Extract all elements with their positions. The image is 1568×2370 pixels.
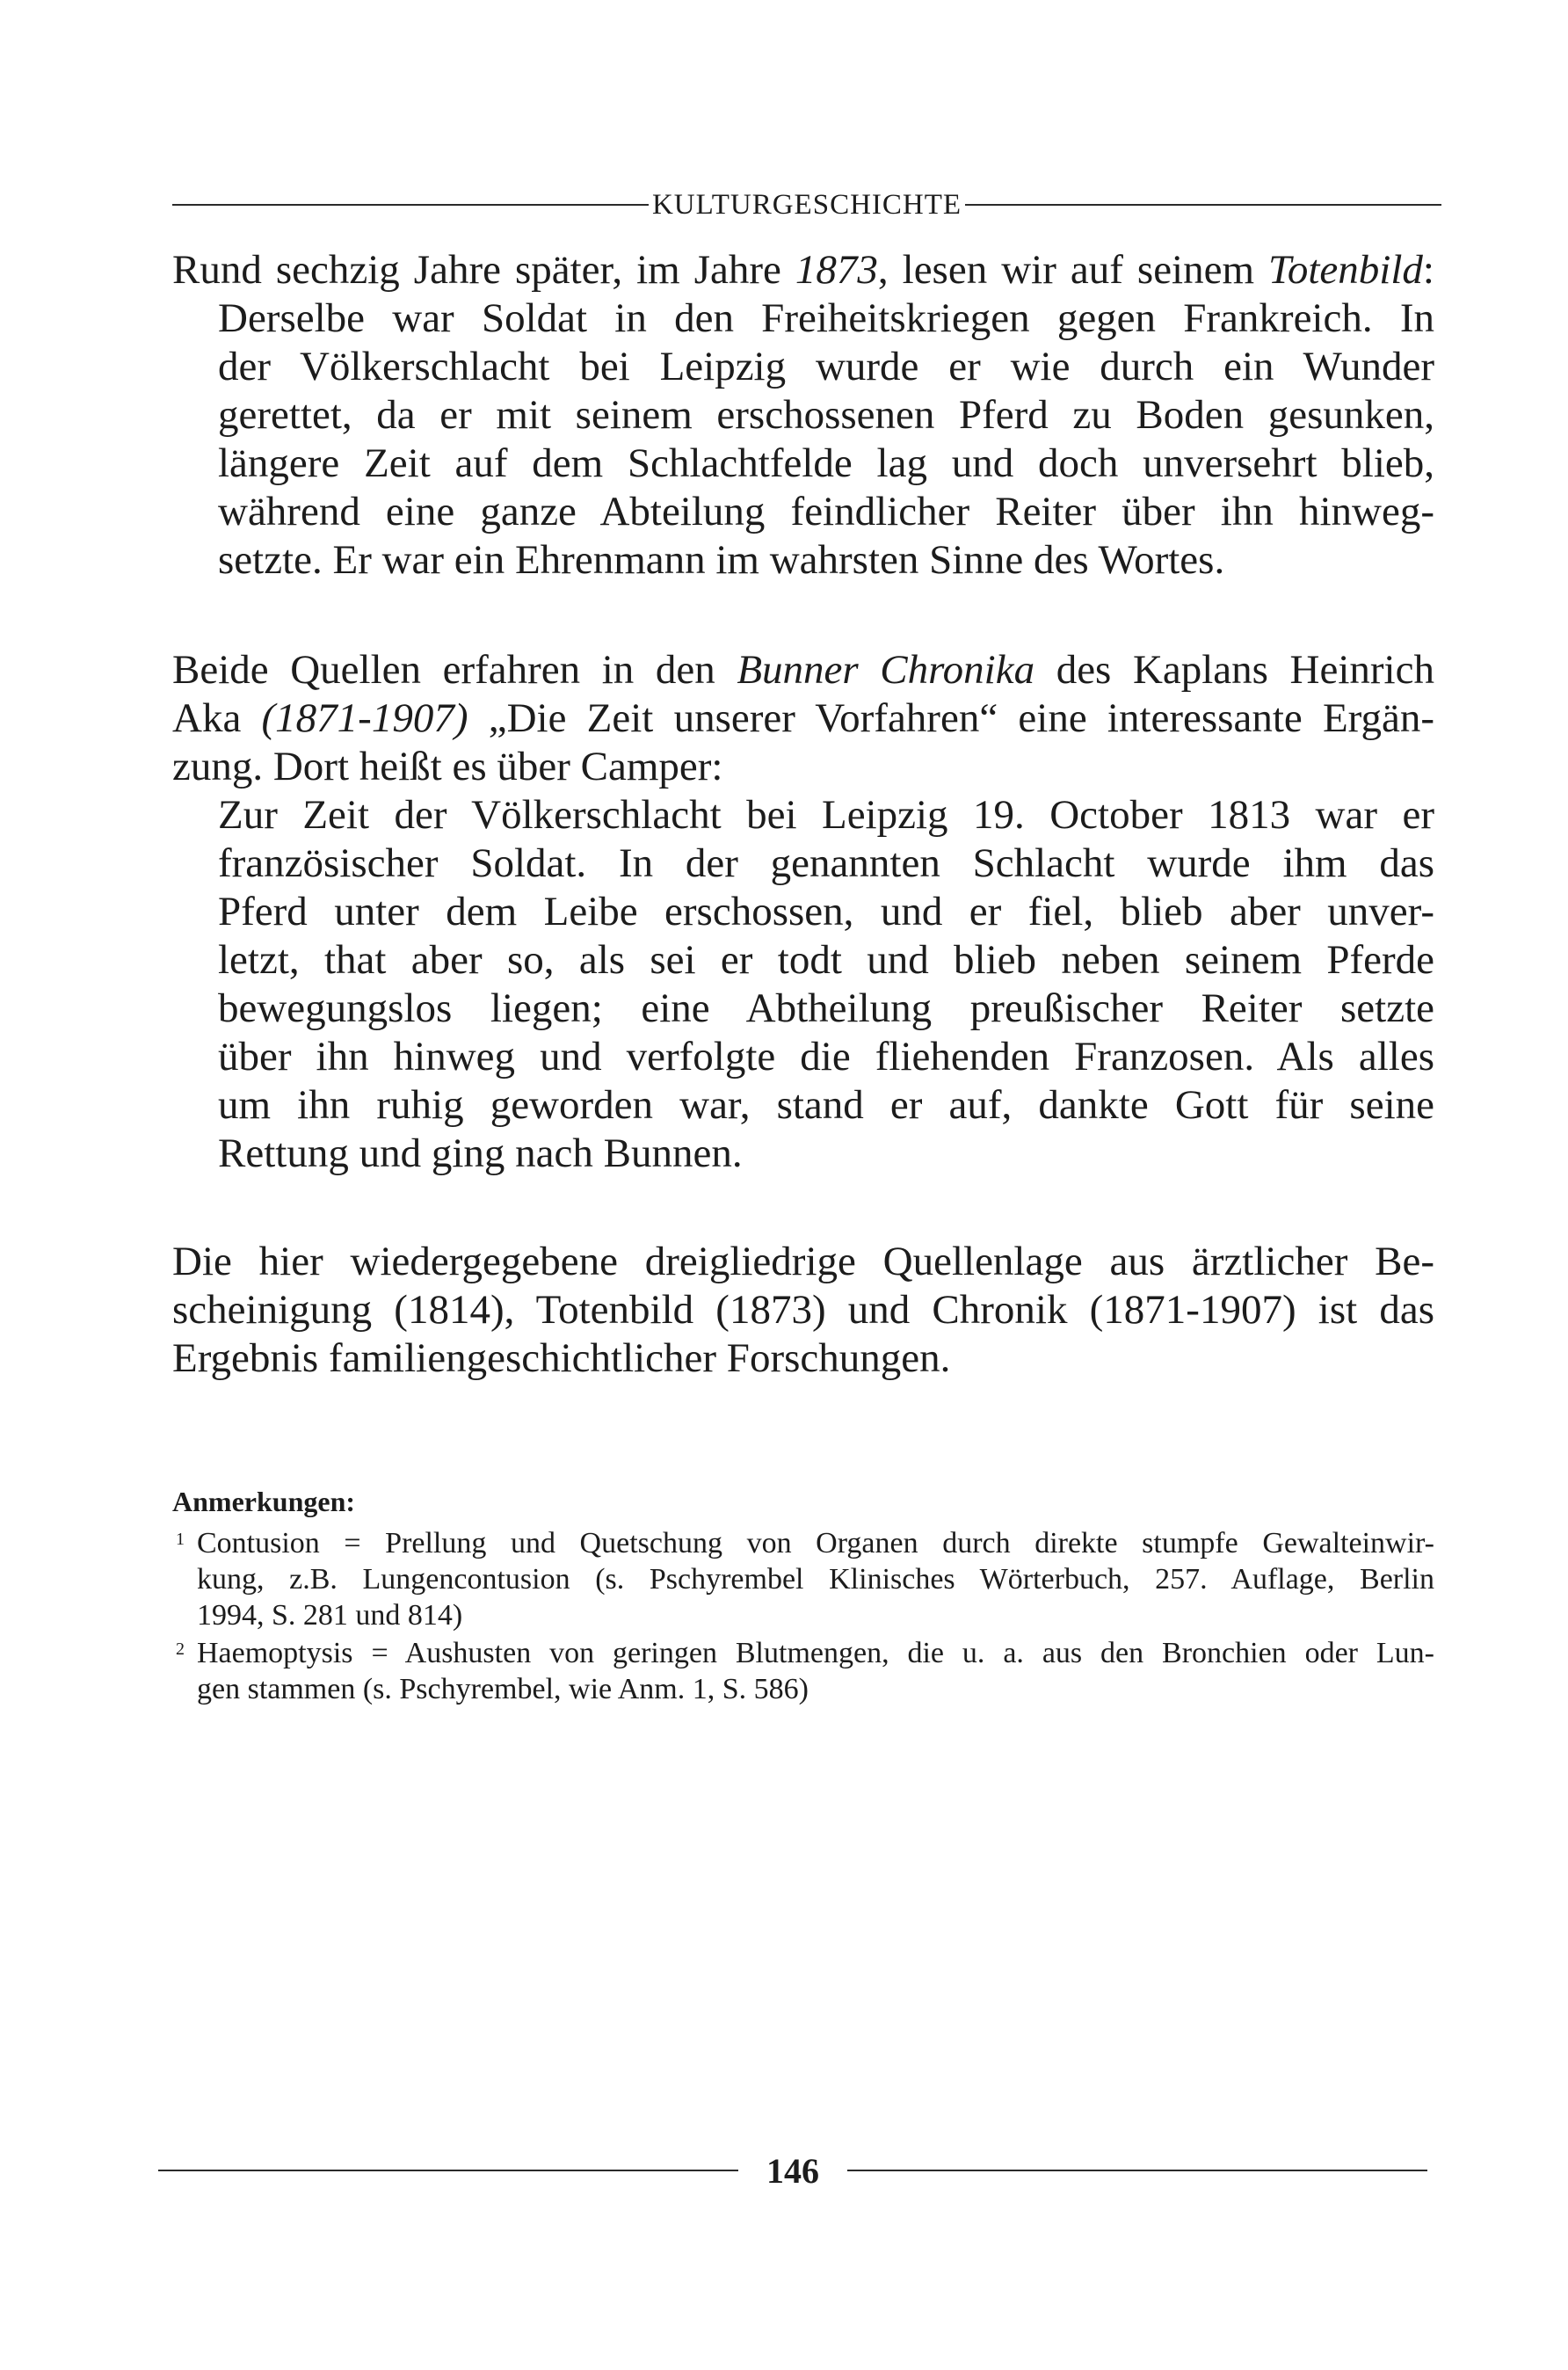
- paragraph-line: Beide Quellen erfahren in den Bunner Chronika des Kaplans Heinrich: [172, 647, 1434, 693]
- quote-line: französischer Soldat. In der genannten Schlacht wurde ihm das: [218, 840, 1434, 886]
- footnote-line: 1994, S. 281 und 814): [197, 1599, 463, 1632]
- word-totenbild: Totenbild: [1268, 247, 1423, 293]
- page-footer: [158, 2148, 1427, 2192]
- footnote-number: 2: [176, 1639, 185, 1659]
- footnote-line: Haemoptysis = Aushusten von geringen Blutmengen, die u. a. aus den Bronchien oder Lun-: [197, 1637, 1434, 1669]
- quote-totenbild: [172, 294, 1434, 585]
- header-title: KULTURGESCHICHTE: [651, 188, 962, 221]
- quote-line: gerettet, da er mit seinem erschossenen Pferd zu Boden gesunken,: [218, 392, 1434, 438]
- year-1873: 1873: [795, 247, 878, 293]
- paragraph-line: Rund sechzig Jahre später, im Jahre 1873, lesen wir auf seinem Totenbild:: [172, 247, 1434, 293]
- title-bunner-chronika: Bunner Chronika: [737, 647, 1035, 693]
- paragraph-line: scheinigung (1814), Totenbild (1873) und Chronik (1871-1907) ist das: [172, 1287, 1434, 1333]
- paragraph-summary: [172, 1238, 1434, 1383]
- paragraph-line: Ergebnis familiengeschichtlicher Forschungen.: [172, 1335, 951, 1381]
- footnote-line: gen stammen (s. Pschyrembel, wie Anm. 1, S. 586): [197, 1673, 809, 1705]
- quote-line: Zur Zeit der Völkerschlacht bei Leipzig 19. October 1813 war er: [218, 792, 1434, 838]
- footer-rule-left: [158, 2170, 738, 2171]
- footnote-line: Contusion = Prellung und Quetschung von Organen durch direkte stumpfe Gewalteinwir-: [197, 1527, 1434, 1559]
- footnote-2: [172, 1635, 1434, 1707]
- footnotes-heading: Anmerkungen:: [172, 1486, 356, 1517]
- paragraph-line: zung. Dort heißt es über Camper:: [172, 744, 723, 789]
- paragraph-chronika: [172, 646, 1434, 1178]
- footnote-line: kung, z.B. Lungencontusion (s. Pschyrembel Klinisches Wörterbuch, 257. Auflage, Berlin: [197, 1563, 1434, 1596]
- page-number: 146: [766, 2150, 819, 2191]
- quote-line: bewegungslos liegen; eine Abtheilung preußischer Reiter setzte: [218, 985, 1434, 1031]
- quote-line: über ihn hinweg und verfolgte die fliehenden Franzosen. Als alles: [218, 1034, 1434, 1080]
- header-rule-left: [172, 204, 649, 206]
- footer-rule-right: [847, 2170, 1427, 2171]
- quote-line: während eine ganze Abteilung feindlicher Reiter über ihn hinweg-: [218, 489, 1434, 534]
- footnotes: [172, 1484, 1434, 1709]
- paragraph-line: Aka (1871-1907) „Die Zeit unserer Vorfahren“ eine interessante Ergän-: [172, 695, 1434, 741]
- quote-line: Pferd unter dem Leibe erschossen, und er fiel, blieb aber unver-: [218, 889, 1434, 934]
- quote-line: setzte. Er war ein Ehrenmann im wahrsten Sinne des Wortes.: [218, 537, 1225, 583]
- paragraph-line: Die hier wiedergegebene dreigliedrige Quellenlage aus ärztlicher Be-: [172, 1239, 1434, 1284]
- footnote-1: [172, 1525, 1434, 1633]
- quote-line: der Völkerschlacht bei Leipzig wurde er wie durch ein Wunder: [218, 344, 1434, 389]
- quote-line: letzt, that aber so, als sei er todt und blieb neben seinem Pferde: [218, 937, 1434, 983]
- quote-line: um ihn ruhig geworden war, stand er auf, dankte Gott für seine: [218, 1082, 1434, 1128]
- years-1871-1907: (1871-1907): [261, 695, 468, 741]
- quote-line: Rettung und ging nach Bunnen.: [218, 1130, 743, 1176]
- running-header: [172, 183, 1441, 227]
- header-rule-right: [965, 204, 1441, 206]
- paragraph-totenbild: [172, 246, 1434, 585]
- footnote-number: 1: [176, 1530, 185, 1549]
- quote-line: längere Zeit auf dem Schlachtfelde lag und doch unversehrt blieb,: [218, 440, 1434, 486]
- quote-line: Derselbe war Soldat in den Freiheitskriegen gegen Frankreich. In: [218, 295, 1434, 341]
- quote-chronika: [172, 791, 1434, 1178]
